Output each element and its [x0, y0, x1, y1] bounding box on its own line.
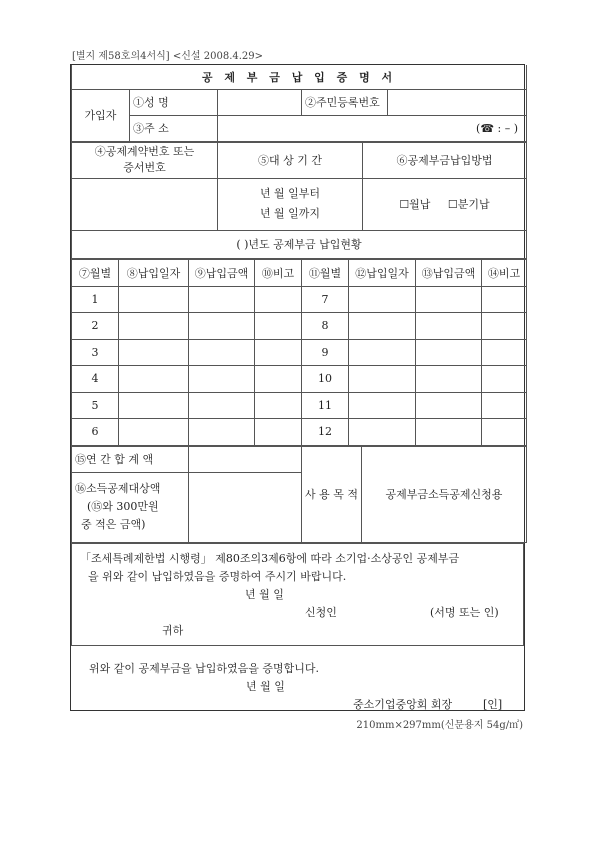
note-cell[interactable]: [255, 419, 302, 446]
name-label: ①성 명: [130, 89, 218, 115]
header-date-left: ⑧납입일자: [119, 259, 189, 286]
table-row: [72, 419, 527, 446]
certification-date: 년 월 일: [246, 679, 285, 693]
month-cell: 1: [72, 286, 119, 313]
month-cell: 4: [72, 366, 119, 393]
request-section: [72, 543, 524, 645]
phone-text: (☎ : – ): [476, 121, 519, 135]
rrn-label: ②주민등록번호: [302, 89, 388, 115]
request-to: 귀하: [162, 623, 184, 637]
date-cell[interactable]: [349, 339, 416, 366]
date-cell[interactable]: [119, 339, 189, 366]
deduction-field[interactable]: [189, 472, 302, 542]
form-title: 공 제 부 금 납 입 증 명 서: [72, 65, 527, 89]
certificate-form: [70, 64, 525, 711]
payment-table: [71, 259, 527, 446]
date-cell[interactable]: [349, 419, 416, 446]
amount-cell[interactable]: [189, 392, 255, 419]
date-cell[interactable]: [119, 313, 189, 340]
date-cell[interactable]: [349, 286, 416, 313]
purpose-value: 공제부금소득공제신청용: [362, 446, 527, 542]
month-cell: 8: [302, 313, 349, 340]
subscriber-table: [71, 65, 527, 142]
note-cell[interactable]: [255, 366, 302, 393]
amount-cell[interactable]: [189, 313, 255, 340]
request-date: 년 월 일: [245, 587, 284, 601]
applicant-sign[interactable]: (서명 또는 인): [430, 605, 499, 619]
contract-number-field[interactable]: [72, 178, 218, 230]
request-table: [71, 543, 524, 646]
annual-total-field[interactable]: [189, 446, 302, 472]
note-cell[interactable]: [255, 286, 302, 313]
header-note-right: ⑭비고: [482, 259, 527, 286]
period-to: 년 월 일까지: [259, 207, 321, 220]
table-row: [72, 366, 527, 393]
request-line2: 을 위와 같이 납입하였음을 증명하여 주시기 바랍니다.: [88, 569, 347, 583]
month-cell: 2: [72, 313, 119, 340]
date-cell[interactable]: [119, 392, 189, 419]
date-cell[interactable]: [119, 419, 189, 446]
date-cell[interactable]: [119, 366, 189, 393]
form-number-note: [별지 제58호의4서식] <신설 2008.4.29>: [72, 51, 264, 62]
name-field[interactable]: [218, 89, 302, 115]
date-cell[interactable]: [349, 392, 416, 419]
amount-cell[interactable]: [416, 286, 482, 313]
note-cell[interactable]: [255, 392, 302, 419]
amount-cell[interactable]: [189, 419, 255, 446]
header-month-right: ⑪월별: [302, 259, 349, 286]
issuer-label: 중소기업중앙회 회장: [353, 697, 453, 711]
header-date-right: ⑫납입일자: [349, 259, 416, 286]
date-cell[interactable]: [119, 286, 189, 313]
header-month-left: ⑦월별: [72, 259, 119, 286]
amount-cell[interactable]: [416, 392, 482, 419]
amount-cell[interactable]: [416, 366, 482, 393]
header-note-left: ⑩비고: [255, 259, 302, 286]
period-label: ⑤대 상 기 간: [218, 142, 363, 178]
method-quarterly-checkbox[interactable]: ☐분기납: [447, 198, 490, 211]
note-cell[interactable]: [482, 366, 527, 393]
address-field[interactable]: [218, 115, 527, 141]
month-cell: 11: [302, 392, 349, 419]
note-cell[interactable]: [255, 339, 302, 366]
paper-size-note: 210mm×297mm(신문용지 54g/㎡): [356, 720, 523, 731]
amount-cell[interactable]: [416, 313, 482, 340]
note-cell[interactable]: [482, 419, 527, 446]
month-cell: 9: [302, 339, 349, 366]
amount-cell[interactable]: [416, 339, 482, 366]
date-cell[interactable]: [349, 366, 416, 393]
table-row: [72, 339, 527, 366]
contract-number-label-line1: ④공제계약번호 또는: [94, 145, 195, 158]
rrn-field[interactable]: [388, 89, 527, 115]
table-row: [72, 286, 527, 313]
period-field[interactable]: [218, 178, 363, 230]
period-from: 년 월 일부터: [259, 187, 321, 200]
address-label: ③주 소: [130, 115, 218, 141]
amount-cell[interactable]: [189, 286, 255, 313]
month-cell: 6: [72, 419, 119, 446]
method-monthly-checkbox[interactable]: ☐월납: [399, 198, 431, 211]
amount-cell[interactable]: [416, 419, 482, 446]
note-cell[interactable]: [482, 339, 527, 366]
deduction-label: [72, 472, 189, 542]
note-cell[interactable]: [482, 313, 527, 340]
totals-table: [71, 446, 527, 543]
month-cell: 7: [302, 286, 349, 313]
request-line1: 「조세특례제한법 시행령」 제80조의3제6항에 따라 소기업·소상공인 공제부금: [80, 551, 460, 565]
status-title: ( )년도 공제부금 납입현황: [72, 230, 527, 258]
contract-number-label-line2: 증서번호: [123, 161, 166, 174]
deduction-label-line1: ⑯소득공제대상액: [75, 482, 161, 495]
method-field: [363, 178, 527, 230]
annual-total-label: ⑮연 간 합 계 액: [72, 446, 189, 472]
note-cell[interactable]: [482, 392, 527, 419]
issuer-seal: [인]: [483, 697, 503, 711]
table-row: [72, 313, 527, 340]
amount-cell[interactable]: [189, 339, 255, 366]
month-cell: 5: [72, 392, 119, 419]
contract-number-label: [72, 142, 218, 178]
deduction-label-line2: (⑮와 300만원: [87, 500, 159, 513]
month-cell: 10: [302, 366, 349, 393]
month-cell: 12: [302, 419, 349, 446]
contract-table: [71, 142, 527, 259]
method-label: ⑥공제부금납입방법: [363, 142, 527, 178]
subscriber-label: 가입자: [72, 89, 130, 141]
applicant-label: 신청인: [305, 605, 337, 619]
note-cell[interactable]: [482, 286, 527, 313]
header-amount-right: ⑬납입금액: [416, 259, 482, 286]
date-cell[interactable]: [349, 313, 416, 340]
certification-line1: 위와 같이 공제부금을 납입하였음을 증명합니다.: [89, 661, 320, 675]
month-cell: 3: [72, 339, 119, 366]
note-cell[interactable]: [255, 313, 302, 340]
header-amount-left: ⑨납입금액: [189, 259, 255, 286]
table-row: [72, 392, 527, 419]
amount-cell[interactable]: [189, 366, 255, 393]
deduction-label-line3: 중 적은 금액): [81, 518, 146, 531]
purpose-label: 사 용 목 적: [302, 446, 362, 542]
